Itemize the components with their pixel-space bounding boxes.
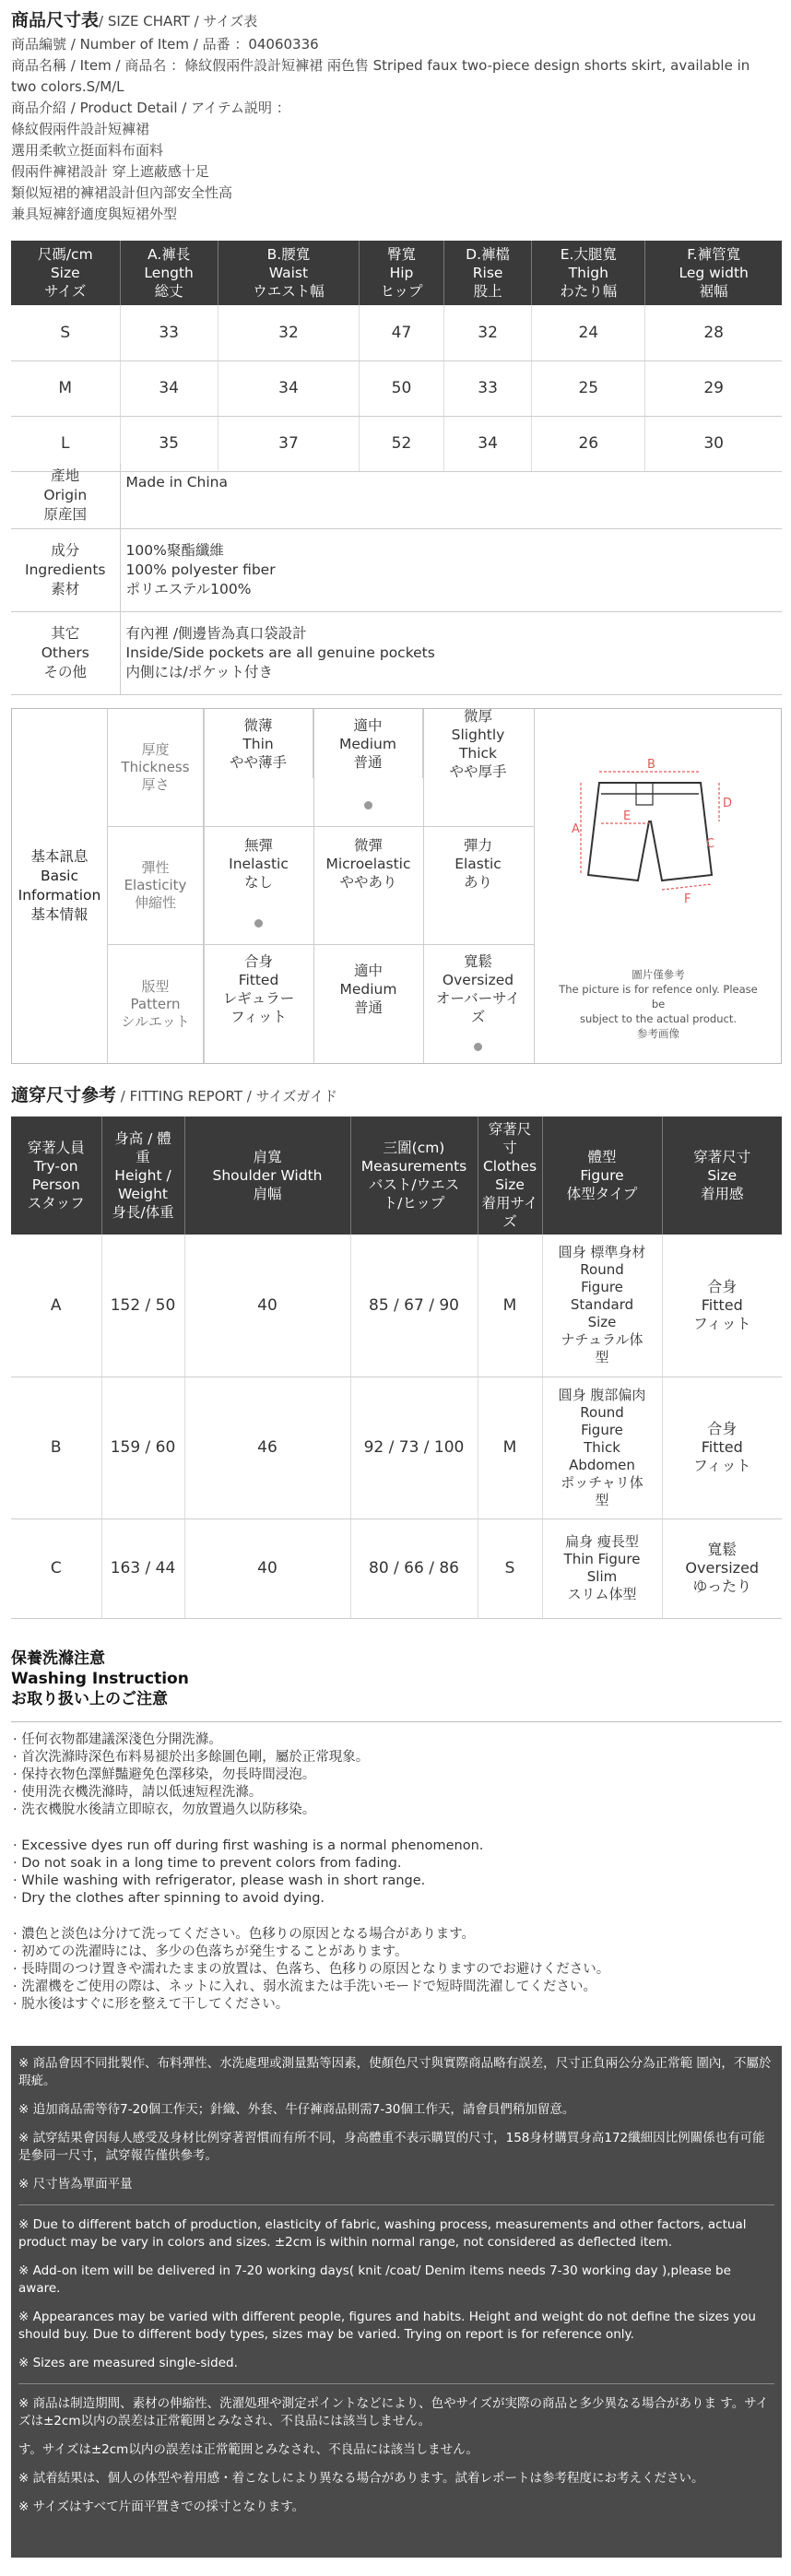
elasticity-option-microelastic: 微彈 Microelastic ややあり bbox=[325, 837, 411, 891]
measurements-cell: 85 / 67 / 90 bbox=[350, 1235, 478, 1377]
size-cell: 30 bbox=[645, 416, 782, 471]
washing-line: · 使用洗衣機洗滌時，請以低速短程洗滌。 bbox=[13, 1785, 263, 1800]
note-ja: ※ サイズはすべて片面平置きでの採寸となります。 bbox=[18, 2499, 305, 2514]
size-cell: 28 bbox=[645, 305, 782, 360]
thickness-label: 厚度 Thickness 厚さ bbox=[108, 709, 204, 826]
fit-cell: 合身 Fitted フィット bbox=[662, 1235, 782, 1377]
washing-instructions bbox=[11, 1721, 782, 2025]
product-detail-line: 假兩件褲裙設計 穿上遮蔽感十足 bbox=[11, 163, 209, 180]
washing-line: · Excessive dyes run off during first washing is a normal phenomenon. bbox=[13, 1838, 484, 1853]
washing-line: · Dry the clothes after spinning to avoid dying. bbox=[13, 1891, 325, 1906]
attribute-grid bbox=[108, 709, 534, 1063]
item-name-cont: two colors.S/M/L bbox=[11, 78, 124, 95]
size-cell: 33 bbox=[443, 360, 531, 416]
fit-cell: 寬鬆 Oversized ゆったり bbox=[662, 1518, 782, 1618]
size-cell: 37 bbox=[218, 416, 359, 471]
others-row bbox=[11, 611, 782, 694]
note-ja: ※ 試着結果は、個人の体型や着用感・着こなしにより異なる場合があります。試着レポートは参考程度にお考えください。 bbox=[18, 2471, 704, 2486]
diagram-label-a: A bbox=[572, 822, 580, 836]
elasticity-row bbox=[108, 827, 534, 945]
size-cell: 50 bbox=[360, 360, 444, 416]
figure-cell: 圓身 標準身材 Round Figure Standard Size ナチュラル体 型 bbox=[542, 1235, 662, 1377]
note-ja: ※ 商品は制造期間、素材の伸縮性、洗濯処理や測定ポイントなどにより、色やサイズが実際の商品と多少異なる場合がありま す。サイズは±2cm以内の誤差は正常範囲とみなされ、不良品には該当しません。 bbox=[18, 2396, 769, 2428]
size-cell: 25 bbox=[532, 360, 645, 416]
col-thigh: E.大腿寬 Thigh わたり幅 bbox=[532, 241, 645, 305]
size-chart-title: 商品尺寸表/ SIZE CHART / サイズ表 bbox=[11, 10, 258, 30]
size-cell: 52 bbox=[360, 416, 444, 471]
shorts-diagram bbox=[534, 709, 781, 1063]
elasticity-option-elastic: 彈力 Elastic あり bbox=[455, 837, 502, 891]
person-cell: C bbox=[11, 1518, 101, 1618]
others-label: 其它 Others その他 bbox=[11, 611, 120, 694]
origin-row bbox=[11, 464, 782, 528]
ingredients-value: 100%聚酯纖維 100% polyester fiber ポリエステル100% bbox=[120, 528, 782, 611]
washing-line: · Do not soak in a long time to prevent colors from fading. bbox=[13, 1856, 402, 1871]
col-figure: 體型 Figure 体型タイプ bbox=[542, 1117, 662, 1235]
col-size: 尺碼/cm Size サイズ bbox=[11, 241, 120, 305]
size-cell: 24 bbox=[532, 305, 645, 360]
col-fit: 穿著尺寸 Size 着用感 bbox=[662, 1117, 782, 1235]
table-row bbox=[11, 1377, 782, 1518]
elasticity-label: 彈性 Elasticity 伸縮性 bbox=[108, 827, 204, 944]
pattern-option-medium: 適中 Medium 普通 bbox=[339, 963, 397, 1016]
size-cell: 29 bbox=[645, 360, 782, 416]
col-rise: D.褲檔 Rise 股上 bbox=[443, 241, 531, 305]
washing-line: · 洗濯機をご使用の際は、ネットに入れ、弱水流または手洗いモードで短時間洗濯してください。 bbox=[13, 1979, 597, 1994]
product-detail-label: 商品介紹 / Product Detail / アイテム説明 ： bbox=[11, 100, 290, 116]
size-table bbox=[11, 241, 782, 472]
note-ja: す。サイズは±2cm以内の誤差は正常範囲とみなされ、不良品には該当しません。 bbox=[18, 2442, 478, 2457]
notes-panel bbox=[11, 2046, 782, 2558]
washing-line: · 初めての洗濯時には、多少の色落ちが発生することがあります。 bbox=[13, 1944, 408, 1959]
height-weight-cell: 163 / 44 bbox=[101, 1518, 184, 1618]
fitting-table-header bbox=[11, 1117, 782, 1235]
note-en: ※ Sizes are measured single-sided. bbox=[18, 2356, 238, 2370]
size-cell: L bbox=[11, 416, 120, 471]
washing-line: · 保持衣物色澤鮮豔避免色澤移染，勿長時間浸泡。 bbox=[13, 1767, 316, 1782]
clothes-size-cell: M bbox=[478, 1377, 542, 1518]
col-hip: 臀寬 Hip ヒップ bbox=[360, 241, 444, 305]
pattern-option-oversized: 寬鬆 Oversized オーバーサイ ズ bbox=[435, 953, 521, 1025]
pattern-row bbox=[108, 945, 534, 1063]
diagram-note: 圖片僅參考 The picture is for refence only. Please be subject to the actual product. 参考画像 bbox=[559, 968, 758, 1040]
thickness-option-thick: 微厚 Slightly Thick やや厚手 bbox=[449, 707, 507, 780]
clothes-size-cell: M bbox=[478, 1235, 542, 1377]
note-en: ※ Appearances may be varied with different people, figures and habits. Height and weight do not define the sizes you should buy. Due to different body types, sizes may be varied. Trying on report is for reference only. bbox=[18, 2310, 756, 2342]
thickness-option-medium: 適中 Medium 普通 bbox=[313, 709, 423, 778]
basic-info bbox=[11, 708, 782, 1064]
product-detail-line: 類似短裙的褲裙設計但內部安全性高 bbox=[11, 184, 233, 201]
ingredients-row bbox=[11, 528, 782, 611]
col-shoulder: 肩寬 Shoulder Width 肩幅 bbox=[184, 1117, 350, 1235]
washing-line: · 長時間のつけ置きや濡れたままの放置は、色落ち、色移りの原因となりますのでお避けください。 bbox=[13, 1962, 610, 1977]
thickness-option-thin: 微薄 Thin やや薄手 bbox=[204, 709, 313, 778]
size-cell: 32 bbox=[218, 305, 359, 360]
table-row bbox=[11, 360, 782, 416]
size-cell: 32 bbox=[443, 305, 531, 360]
size-cell: 26 bbox=[532, 416, 645, 471]
diagram-label-f: F bbox=[684, 892, 691, 906]
product-detail-line: 條紋假兩件設計短褲裙 bbox=[11, 121, 150, 137]
selected-dot bbox=[474, 1043, 482, 1051]
washing-line: · 洗衣機脫水後請立即晾衣，勿放置過久以防移染。 bbox=[13, 1802, 316, 1817]
height-weight-cell: 152 / 50 bbox=[101, 1235, 184, 1377]
ingredients-label: 成分 Ingredients 素材 bbox=[11, 528, 120, 611]
col-height-weight: 身高 / 體 重 Height / Weight 身長/体重 bbox=[101, 1117, 184, 1235]
product-header bbox=[11, 7, 782, 225]
note-zh: ※ 追加商品需等待7-20個工作天；針織、外套、牛仔褲商品則需7-30個工作天，請會員們稍加留意。 bbox=[18, 2102, 575, 2117]
note-en: ※ Due to different batch of production, elasticity of fabric, washing process, measurements and other factors, actual product may be vary in colors and sizes. ±2cm is within normal range, not considered as deflected item. bbox=[18, 2217, 747, 2250]
item-number: 商品編號 / Number of Item / 品番 ：04060336 bbox=[11, 36, 319, 53]
size-cell: 35 bbox=[120, 416, 218, 471]
pattern-option-fitted: 合身 Fitted レギュラー フィット bbox=[222, 953, 295, 1025]
shoulder-cell: 40 bbox=[184, 1235, 350, 1377]
note-zh: ※ 試穿結果會因每人感受及身材比例穿著習慣而有所不同，身高體重不表示購買的尺寸，158身材購買身高172纖細因比例關係也有可能是參同一尺寸，試穿報告僅供參考。 bbox=[18, 2131, 765, 2163]
selected-dot bbox=[364, 801, 372, 809]
washing-title: 保養洗滌注意 Washing Instruction お取り扱い上のご注意 bbox=[11, 1649, 189, 1708]
pattern-label: 版型 Pattern シルエット bbox=[108, 945, 204, 1063]
size-cell: 34 bbox=[443, 416, 531, 471]
size-table-header bbox=[11, 241, 782, 305]
note-en: ※ Add-on item will be delivered in 7-20 working days( knit /coat/ Denim items needs 7-30 working day ),please be aware. bbox=[18, 2263, 731, 2296]
size-cell: 47 bbox=[360, 305, 444, 360]
fitting-table bbox=[11, 1117, 782, 1619]
product-detail-line: 兼具短褲舒適度與短裙外型 bbox=[11, 206, 178, 222]
fit-cell: 合身 Fitted フィット bbox=[662, 1377, 782, 1518]
measurements-cell: 92 / 73 / 100 bbox=[350, 1377, 478, 1518]
col-leg-width: F.褲管寬 Leg width 裾幅 bbox=[645, 241, 782, 305]
washing-line: · 任何衣物都建議深淺色分開洗滌。 bbox=[13, 1732, 222, 1747]
product-detail-line: 選用柔軟立挺面料布面料 bbox=[11, 142, 164, 159]
shorts-outline-icon bbox=[535, 709, 782, 958]
diagram-label-d: D bbox=[723, 797, 733, 810]
table-row bbox=[11, 1235, 782, 1377]
shoulder-cell: 40 bbox=[184, 1518, 350, 1618]
col-person: 穿著人員 Try-on Person スタッフ bbox=[11, 1117, 101, 1235]
size-cell: M bbox=[11, 360, 120, 416]
diagram-label-b: B bbox=[647, 758, 655, 772]
selected-dot bbox=[254, 919, 263, 928]
col-measurements: 三圍(cm) Measurements バスト/ウエス ト/ヒップ bbox=[350, 1117, 478, 1235]
diagram-label-e: E bbox=[623, 809, 632, 823]
fitting-report-title: 適穿尺寸參考 / FITTING REPORT / サイズガイド bbox=[11, 1085, 337, 1105]
diagram-label-c: C bbox=[706, 837, 715, 851]
col-length: A.褲長 Length 総丈 bbox=[120, 241, 218, 305]
others-value: 有內裡 /側邊皆為真口袋設計 Inside/Side pockets are all genuine pockets 内側には/ポケット付き bbox=[120, 611, 782, 694]
origin-value: Made in China bbox=[120, 464, 782, 528]
origin-label: 產地 Origin 原産国 bbox=[11, 464, 120, 528]
size-cell: S bbox=[11, 305, 120, 360]
thickness-row bbox=[108, 709, 534, 827]
size-cell: 33 bbox=[120, 305, 218, 360]
washing-line: · 首次洗滌時深色布料易褪於出多餘圖色剛，屬於正常現象。 bbox=[13, 1750, 370, 1765]
table-row bbox=[11, 416, 782, 471]
info-table bbox=[11, 464, 782, 695]
elasticity-option-inelastic: 無彈 Inelastic なし bbox=[229, 837, 289, 891]
washing-line: · 脱水後はすぐに形を整えて干してください。 bbox=[13, 1997, 289, 2012]
person-cell: A bbox=[11, 1235, 101, 1377]
col-waist: B.腰寬 Waist ウエスト幅 bbox=[218, 241, 359, 305]
note-zh: ※ 尺寸皆為單面平量 bbox=[18, 2177, 133, 2192]
washing-line: · 濃色と淡色は分けて洗ってください。色移りの原因となる場合があります。 bbox=[13, 1927, 476, 1942]
item-name: 商品名稱 / Item / 商品名 ：條紋假兩件設計短褲裙 兩色售 Striped faux two-piece design shorts skirt, available in bbox=[11, 57, 750, 74]
measurements-cell: 80 / 66 / 86 bbox=[350, 1518, 478, 1618]
figure-cell: 圓身 腹部偏肉 Round Figure Thick Abdomen ポッチャリ体 型 bbox=[542, 1377, 662, 1518]
person-cell: B bbox=[11, 1377, 101, 1518]
table-row bbox=[11, 305, 782, 360]
col-clothes-size: 穿著尺 寸 Clothes Size 着用サイ ズ bbox=[478, 1117, 542, 1235]
figure-cell: 扁身 瘦長型 Thin Figure Slim スリム体型 bbox=[542, 1518, 662, 1618]
washing-line: · While washing with refrigerator, please wash in short range. bbox=[13, 1873, 426, 1888]
note-zh: ※ 商品會因不同批製作、布料彈性、水洗處理或測量點等因素，使顏色尺寸與實際商品略有誤差，尺寸正負兩公分為正常範 圍內，不屬於瑕疵。 bbox=[18, 2056, 772, 2088]
shoulder-cell: 46 bbox=[184, 1377, 350, 1518]
table-row bbox=[11, 1518, 782, 1618]
clothes-size-cell: S bbox=[478, 1518, 542, 1618]
size-cell: 34 bbox=[120, 360, 218, 416]
height-weight-cell: 159 / 60 bbox=[101, 1377, 184, 1518]
size-cell: 34 bbox=[218, 360, 359, 416]
basic-info-label: 基本訊息 Basic Information 基本情報 bbox=[12, 709, 108, 1063]
